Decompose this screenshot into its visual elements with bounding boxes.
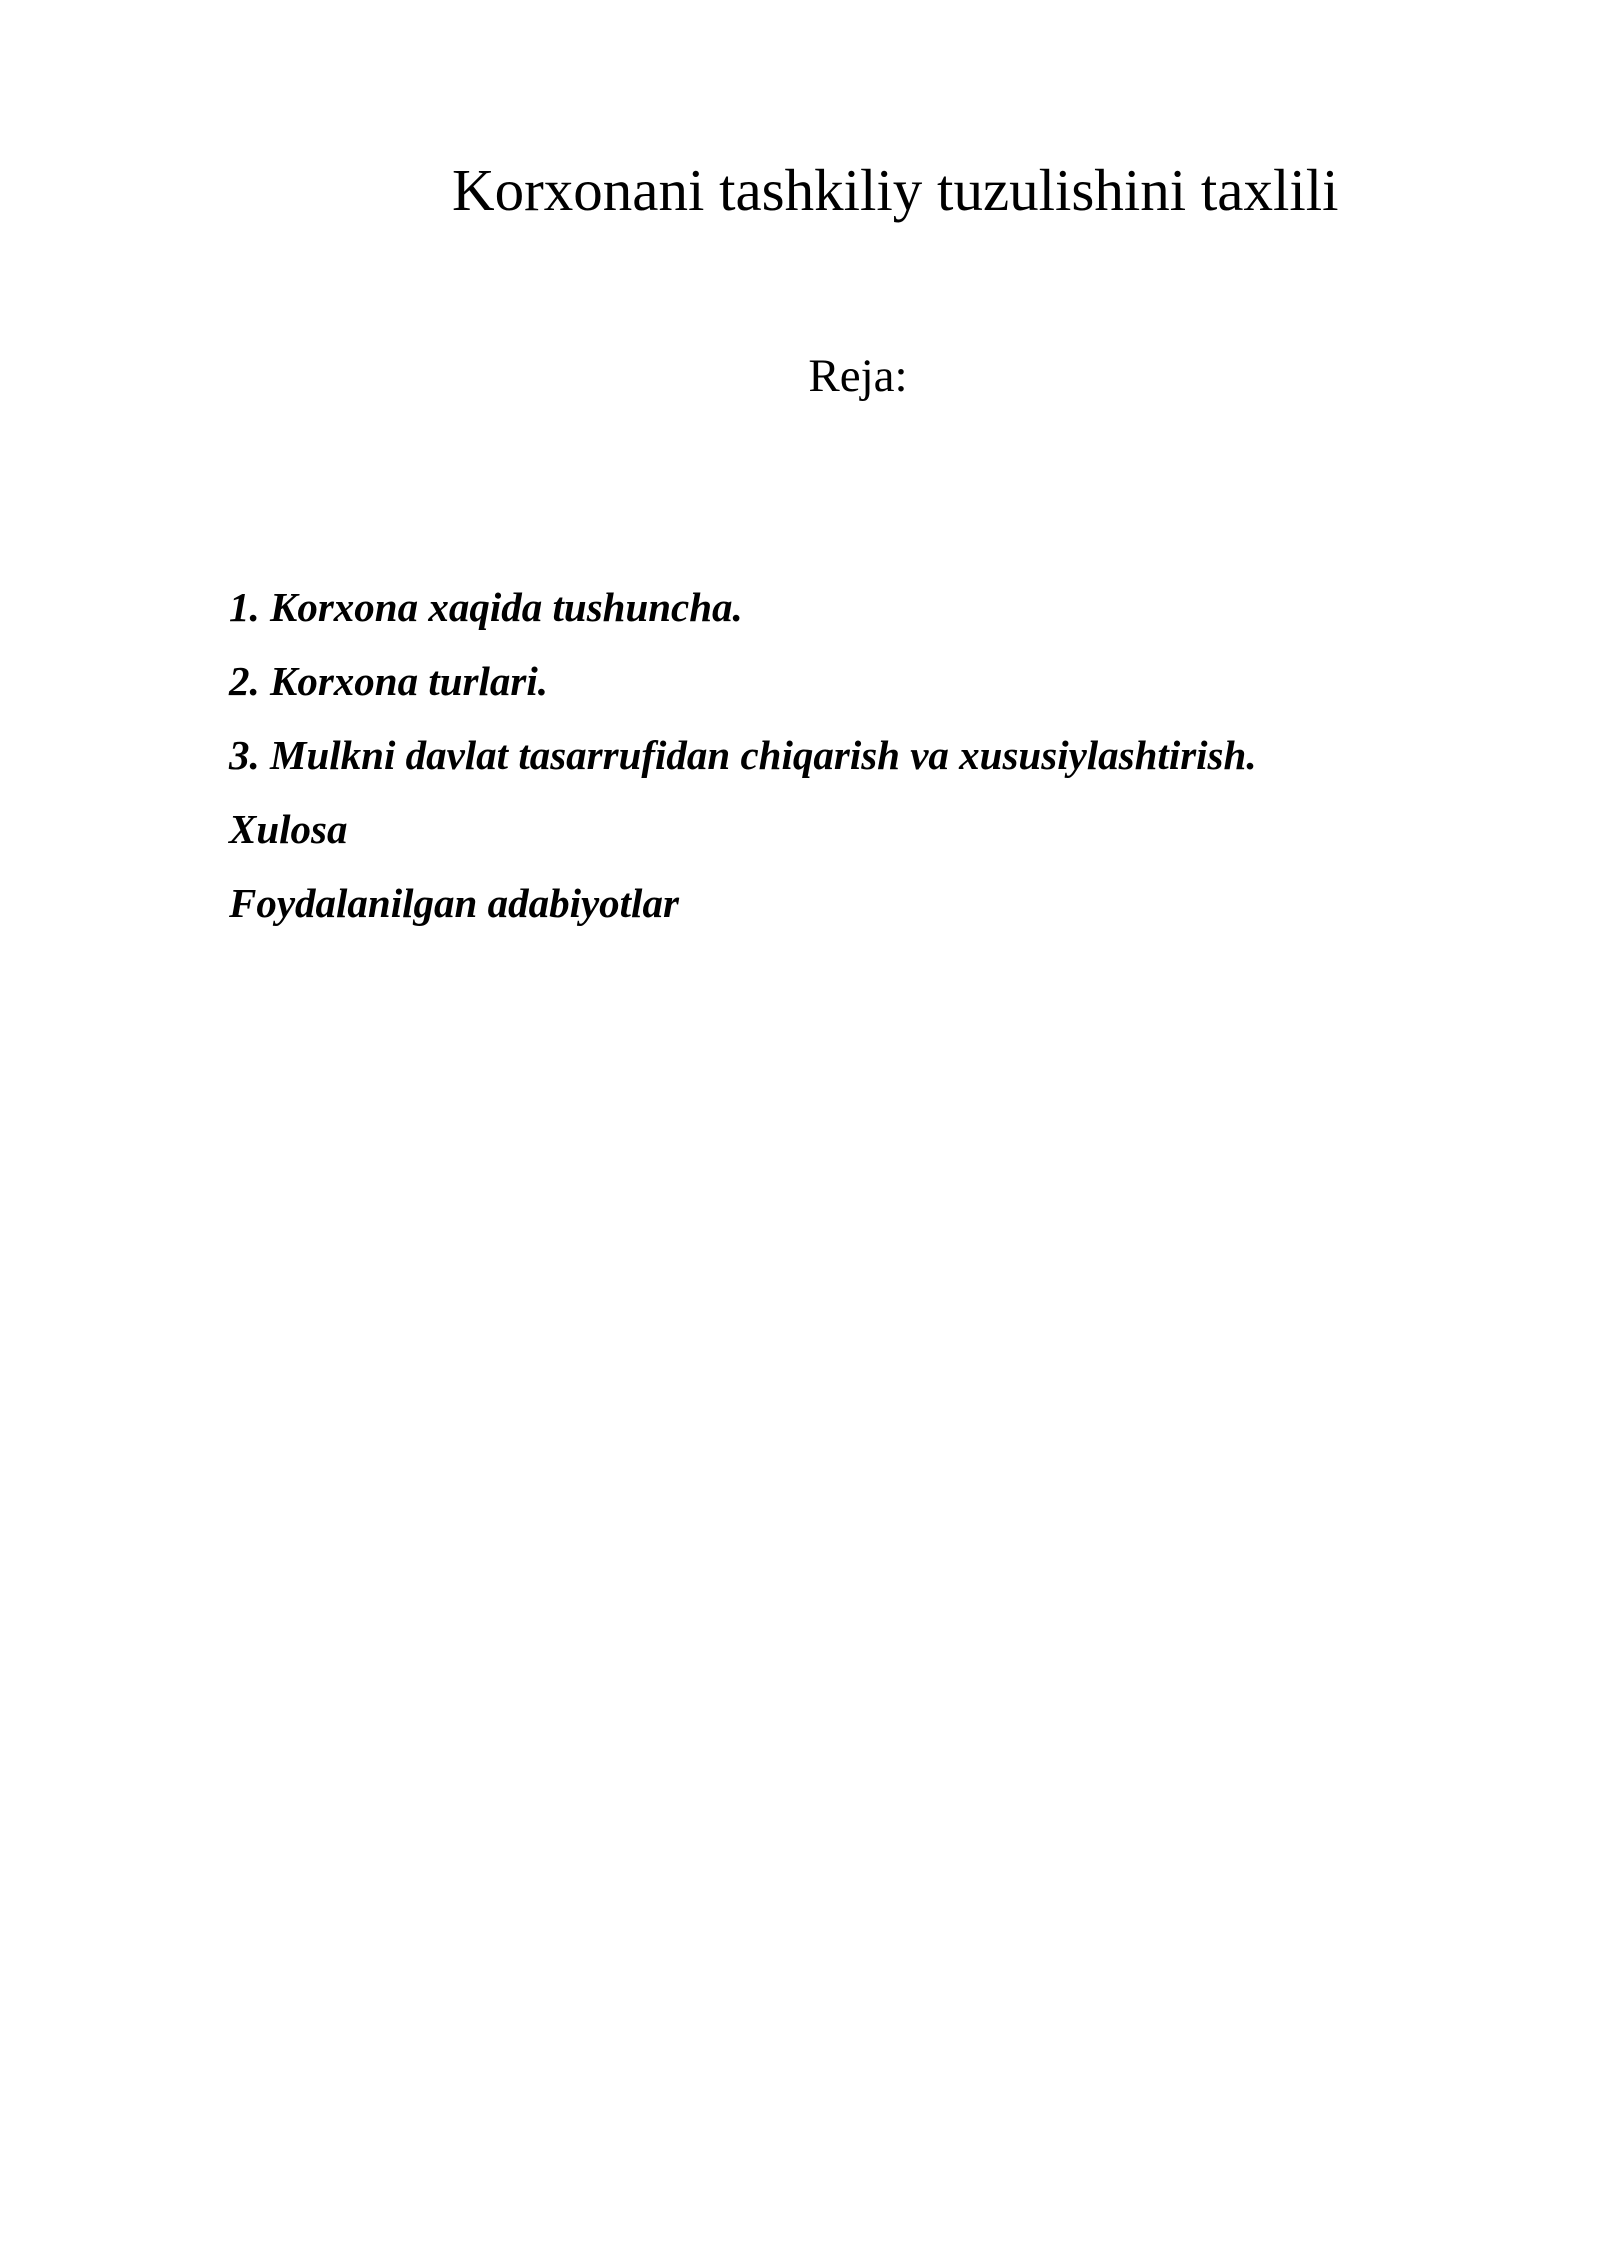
plan-item-conclusion: Xulosa — [229, 806, 348, 852]
plan-item-2: 2. Korxona turlari. — [229, 658, 548, 704]
plan-item-references: Foydalanilgan adabiyotlar — [229, 880, 679, 926]
plan-heading: Reja: — [808, 350, 908, 402]
plan-item-3: 3. Mulkni davlat tasarrufidan chiqarish va xususiylashtirish. — [229, 732, 1257, 778]
plan-list — [229, 570, 1257, 940]
plan-item-1: 1. Korxona xaqida tushuncha. — [229, 584, 743, 630]
document-title: Korxonani tashkiliy tuzulishini taxlili — [452, 156, 1339, 223]
